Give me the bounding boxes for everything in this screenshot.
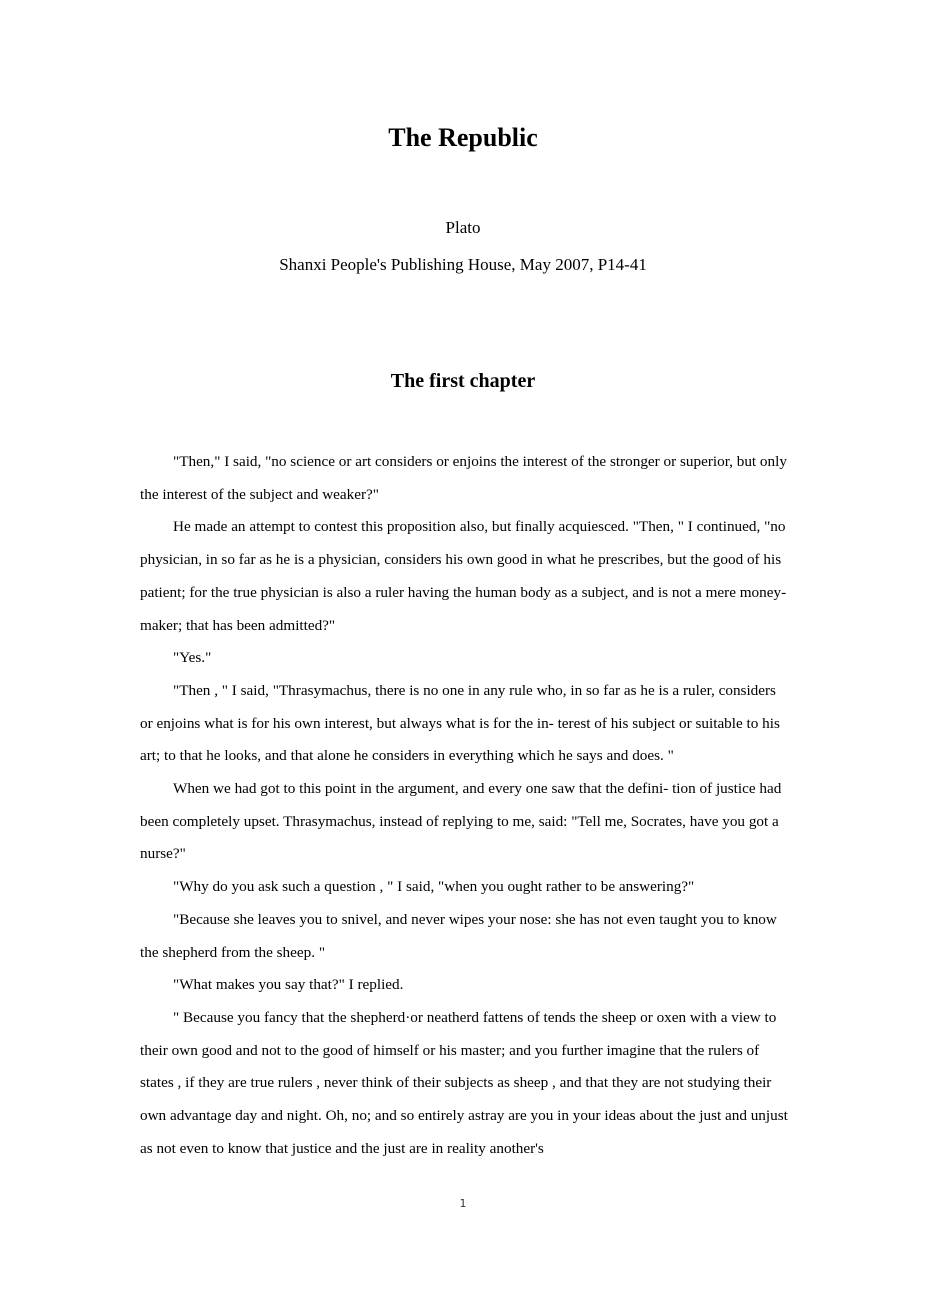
paragraph: " Because you fancy that the shepherd·or neatherd fattens of tends the sheep or oxen with a view to their own good and not to the good of himself or his master; and you further imagine that the rulers of states , if they are true rulers , never think of their subjects as sheep , and that they are not studying their own advantage day and night. Oh, no; and so entirely astray are you in your ideas about the just and unjust as not even to know that justice and the just are in reality another's bbox=[140, 1008, 788, 1157]
document-source: Shanxi People's Publishing House, May 2007, P14-41 bbox=[279, 255, 647, 274]
body-text bbox=[140, 446, 788, 1165]
paragraph: "Yes." bbox=[173, 649, 212, 667]
page-number: 1 bbox=[459, 1197, 467, 1210]
paragraph: When we had got to this point in the argument, and every one saw that the defini- tion of justice had been completely upset. Thrasymachus, instead of replying to me, said: "Tell me, Socrates, have you got a nurse?" bbox=[140, 780, 782, 863]
document-author: Plato bbox=[445, 218, 481, 237]
chapter-heading: The first chapter bbox=[390, 370, 536, 392]
paragraph: "Why do you ask such a question , " I said, "when you ought rather to be answering?" bbox=[173, 878, 695, 896]
paragraph: "Then," I said, "no science or art considers or enjoins the interest of the stronger or superior, but only the interest of the subject and weaker?" bbox=[140, 453, 787, 503]
document-title: The Republic bbox=[388, 123, 538, 152]
paragraph: "Then , " I said, "Thrasymachus, there is no one in any rule who, in so far as he is a ruler, considers or enjoins what is for his own interest, but always what is for the in- terest of his subject or suitable to his art; to that he looks, and that alone he considers in everything which he says and does. " bbox=[140, 681, 780, 765]
paragraph: "Because she leaves you to snivel, and never wipes your nose: she has not even taught you to know the shepherd from the sheep. " bbox=[140, 910, 777, 961]
paragraph: "What makes you say that?" I replied. bbox=[173, 976, 404, 994]
paragraph: He made an attempt to contest this proposition also, but finally acquiesced. "Then, " I continued, "no physician, in so far as he is a physician, considers his own good in what he prescribes, but the good of his patient; for the true physician is also a ruler having the human body as a subject, and is not a mere money-maker; that has been admitted?" bbox=[140, 518, 787, 634]
